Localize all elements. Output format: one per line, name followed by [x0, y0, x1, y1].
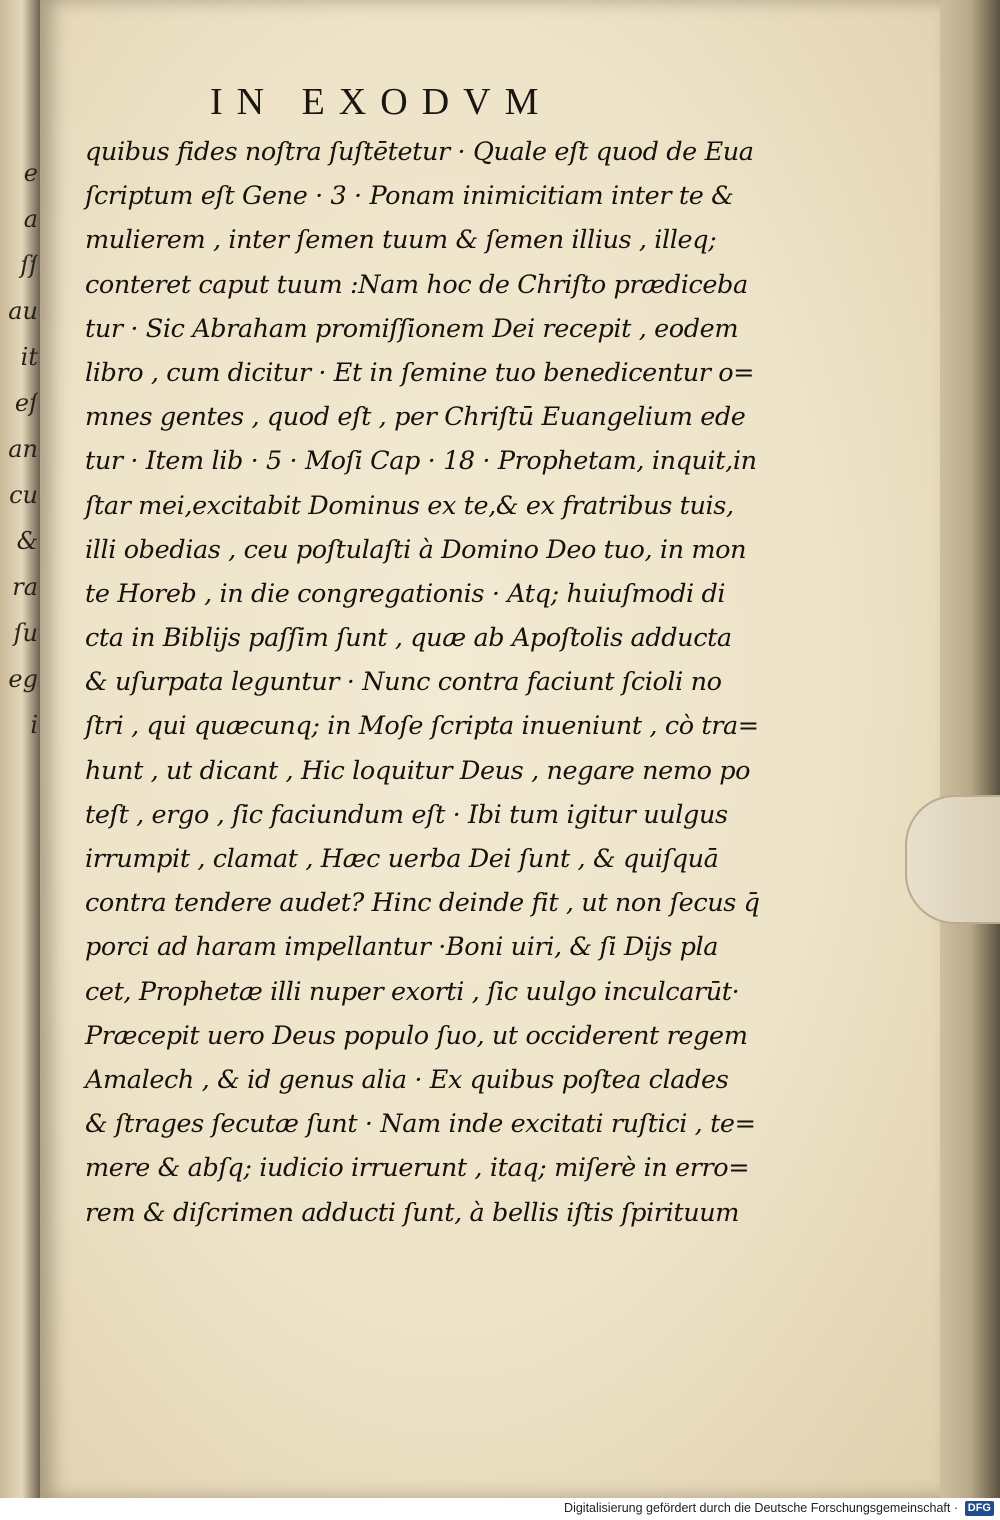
page-right-edge	[940, 0, 1000, 1498]
text-line: te Horeb , in die congregationis · Atq; huiuſmodi di	[85, 578, 726, 609]
previous-page-fragment: a	[23, 205, 38, 233]
text-line: tur · Sic Abraham promiſſionem Dei recepit , eodem	[85, 313, 739, 344]
footer-bar	[0, 1498, 1000, 1520]
text-line: teſt , ergo , ſic faciundum eſt · Ibi tum igitur uulgus	[85, 799, 728, 830]
previous-page-fragment: ſu	[13, 619, 38, 647]
bookmark-tab	[905, 795, 1000, 924]
text-line: Præcepit uero Deus populo ſuo, ut occiderent regem	[85, 1020, 748, 1051]
previous-page-fragment: au	[8, 297, 38, 325]
text-line: libro , cum dicitur · Et in ſemine tuo benedicentur o=	[85, 357, 755, 388]
text-line: Amalech , & id genus alia · Ex quibus poſtea clades	[85, 1064, 729, 1095]
previous-page-edge	[0, 0, 40, 1498]
running-head: IN EXODVM	[210, 81, 553, 123]
text-line: quibus fides noſtra ſuſtētetur · Quale eſt quod de Eua	[85, 137, 754, 167]
text-line: cta in Biblijs paſſim ſunt , quæ ab Apoſtolis adducta	[85, 623, 732, 654]
text-line: ſtar mei,excitabit Dominus ex te,& ex fratribus tuis,	[85, 490, 734, 521]
text-line: porci ad haram impellantur ·Boni uiri, & ſi Dijs pla	[85, 932, 719, 963]
previous-page-fragment: it	[20, 343, 38, 371]
previous-page-fragment: &	[16, 527, 38, 555]
previous-page-fragment: eg	[8, 665, 38, 693]
text-line: rem & diſcrimen adducti ſunt, à bellis iſtis ſpirituum	[85, 1197, 740, 1228]
previous-page-fragment: ra	[12, 573, 38, 601]
dfg-logo: DFG	[965, 1501, 994, 1516]
previous-page-fragment: an	[8, 435, 38, 463]
text-line: conteret caput tuum :Nam hoc de Chriſto prædiceba	[85, 269, 748, 300]
text-line: cet, Prophetæ illi nuper exorti , ſic uulgo inculcarūt·	[85, 976, 740, 1007]
text-line: hunt , ut dicant , Hic loquitur Deus , negare nemo po	[85, 755, 751, 786]
text-line: irrumpit , clamat , Hæc uerba Dei ſunt , & quiſquā	[85, 844, 719, 874]
text-line: mnes gentes , quod eſt , per Chriſtū Euangelium ede	[85, 402, 746, 433]
previous-page-fragments	[0, 150, 38, 1150]
text-line: & ſtrages ſecutæ ſunt · Nam inde excitati ruſtici , te=	[85, 1109, 756, 1140]
text-line: contra tendere audet? Hinc deinde fit , ut non ſecus q̄	[85, 888, 760, 919]
text-line: ſtri , qui quæcunq; in Moſe ſcripta inueniunt , cò tra=	[85, 711, 759, 742]
text-line: ſcriptum eſt Gene · 3 · Ponam inimicitiam inter te &	[85, 181, 734, 212]
body-text	[85, 130, 760, 1235]
footer-credit: Digitalisierung gefördert durch die Deutsche Forschungsgemeinschaft ·	[564, 1501, 958, 1515]
previous-page-fragment: eſ	[14, 389, 38, 417]
previous-page-fragment: ſſ	[20, 251, 38, 279]
previous-page-fragment: i	[30, 711, 38, 739]
text-line: mere & abſq; iudicio irruerunt , itaq; miſerè in erro=	[85, 1153, 750, 1184]
previous-page-fragment: cu	[9, 481, 38, 509]
previous-page-fragment: e	[23, 159, 38, 187]
text-line: & uſurpata leguntur · Nunc contra faciunt ſcioli no	[85, 667, 722, 698]
text-line: illi obedias , ceu poſtulaſti à Domino Deo tuo, in mon	[85, 534, 747, 565]
text-line: tur · Item lib · 5 · Moſi Cap · 18 · Prophetam, inquit,in	[85, 446, 757, 477]
text-line: mulierem , inter ſemen tuum & ſemen illius , illeq;	[85, 225, 717, 256]
